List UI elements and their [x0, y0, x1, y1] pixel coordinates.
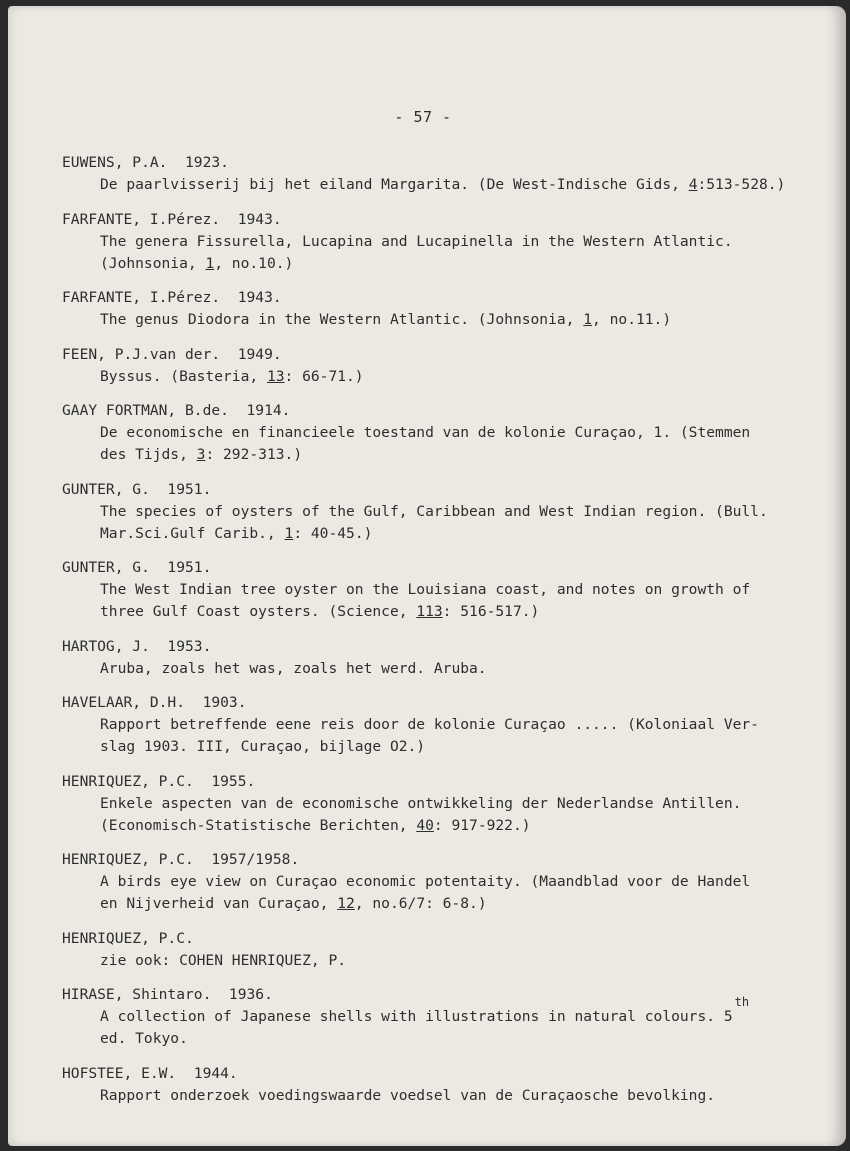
volume-number: 113 [416, 603, 443, 620]
citation-text: zie ook: COHEN HENRIQUEZ, P. [100, 951, 347, 969]
entry-citation-line [62, 501, 832, 523]
entry-citation-line [62, 658, 832, 680]
citation-text: : 292-313.) [205, 446, 303, 463]
citation-text: Byssus. (Basteria, [100, 367, 267, 385]
entry-citation-line [62, 253, 832, 275]
citation-text: The genera Fissurella, Lucapina and Lucapinella in the Western Atlantic. [100, 232, 733, 250]
citation-text: ed. Tokyo. [100, 1030, 188, 1047]
entry-author-year: HIRASE, Shintaro. 1936. [62, 986, 273, 1003]
citation-text: en Nijverheid van Curaçao, [100, 895, 338, 912]
citation-text: (Economisch-Statistische Berichten, [100, 816, 417, 834]
citation-text: Rapport betreffende eene reis door de kolonie Curaçao ..... (Koloniaal Ver- [100, 716, 759, 733]
entry-citation-line [62, 231, 832, 253]
citation-text: (Johnsonia, [100, 254, 206, 272]
entry-author-year: HAVELAAR, D.H. 1903. [62, 694, 247, 711]
citation-text: The West Indian tree oyster on the Louisiana coast, and notes on growth of [100, 581, 751, 598]
entry-citation-line [62, 893, 832, 915]
volume-number: 1 [205, 254, 215, 272]
entry-citation-line [62, 523, 832, 545]
citation-text: Enkele aspecten van de economische ontwikkeling der Nederlandse Antillen. [100, 794, 742, 812]
entry-citation-line [62, 1085, 832, 1107]
entry-author-year: HOFSTEE, E.W. 1944. [62, 1064, 238, 1082]
bibliography-entry [62, 771, 832, 837]
entry-citation-line [62, 366, 832, 388]
bibliography-list [62, 152, 832, 1119]
bibliography-entry [62, 287, 832, 331]
volume-number: 13 [266, 367, 285, 385]
citation-text: De economische en financieele toestand van de kolonie Curaçao, 1. (Stemmen [100, 424, 751, 441]
entry-author-year: HENRIQUEZ, P.C. [62, 929, 194, 947]
bibliography-entry [62, 928, 832, 972]
bibliography-entry [62, 849, 832, 915]
citation-text: : 40-45.) [293, 524, 373, 542]
bibliography-entry [62, 557, 832, 623]
volume-number: 12 [337, 895, 355, 912]
edition-superscript: th [734, 995, 750, 1009]
citation-text: : 66-71.) [284, 367, 364, 385]
entry-author-year: FARFANTE, I.Pérez. 1943. [62, 210, 282, 228]
bibliography-entry [62, 1063, 832, 1107]
entry-citation-line [62, 815, 832, 837]
citation-text: The genus Diodora in the Western Atlantic. (Johnsonia, [100, 311, 584, 328]
citation-text: , no.10.) [214, 254, 294, 272]
citation-text: A collection of Japanese shells with illustrations in natural colours. 5 [100, 1008, 733, 1025]
entry-author-year: GAAY FORTMAN, B.de. 1914. [62, 402, 291, 419]
entry-author-year: GUNTER, G. 1951. [62, 559, 212, 576]
entry-author-year: FARFANTE, I.Pérez. 1943. [62, 289, 282, 306]
entry-citation-line [62, 174, 832, 196]
entry-citation-line [62, 579, 832, 601]
entry-author-year: FEEN, P.J.van der. 1949. [62, 345, 282, 363]
citation-text: A birds eye view on Curaçao economic potentaity. (Maandblad voor de Handel [100, 873, 751, 890]
entry-citation-line [62, 309, 832, 331]
volume-number: 1 [583, 311, 593, 328]
bibliography-entry [62, 344, 832, 388]
bibliography-entry [62, 479, 832, 545]
citation-text: , no.11.) [592, 311, 672, 328]
citation-text: slag 1903. III, Curaçao, bijlage O2.) [100, 738, 426, 755]
volume-number: 1 [284, 524, 294, 542]
entry-citation-line [62, 444, 832, 466]
entry-citation-line [62, 736, 832, 758]
entry-citation-line [62, 950, 832, 972]
volume-number: 40 [416, 816, 434, 834]
citation-text: :513-528.) [697, 176, 786, 193]
page-number: - 57 - [394, 108, 452, 126]
entry-citation-line [62, 871, 832, 893]
bibliography-entry [62, 984, 832, 1050]
citation-text: three Gulf Coast oysters. (Science, [100, 603, 417, 620]
entry-citation-line [62, 793, 832, 815]
citation-text: Rapport onderzoek voedingswaarde voedsel van de Curaçaosche bevolking. [100, 1086, 716, 1104]
entry-citation-line [62, 714, 832, 736]
citation-text: Mar.Sci.Gulf Carib., [100, 524, 285, 542]
bibliography-entry [62, 692, 832, 758]
citation-text: : 917-922.) [433, 816, 531, 834]
citation-text: The species of oysters of the Gulf, Caribbean and West Indian region. (Bull. [100, 502, 768, 520]
volume-number: 4 [688, 176, 698, 193]
citation-text: des Tijds, [100, 446, 197, 463]
entry-author-year: EUWENS, P.A. 1923. [62, 154, 229, 171]
bibliography-entry [62, 209, 832, 275]
entry-author-year: GUNTER, G. 1951. [62, 480, 212, 498]
entry-citation-line [62, 1028, 832, 1050]
document-page [8, 6, 846, 1146]
citation-text: Aruba, zoals het was, zoals het werd. Aruba. [100, 659, 487, 677]
entry-citation-line [62, 601, 832, 623]
citation-text: : 516-517.) [442, 603, 540, 620]
entry-author-year: HENRIQUEZ, P.C. 1957/1958. [62, 851, 300, 868]
volume-number: 3 [196, 446, 206, 463]
bibliography-entry [62, 152, 832, 196]
entry-citation-line [62, 995, 832, 1028]
citation-text: De paarlvisserij bij het eiland Margarita. (De West-Indische Gids, [100, 176, 689, 193]
bibliography-entry [62, 636, 832, 680]
entry-author-year: HARTOG, J. 1953. [62, 637, 212, 655]
citation-text: , no.6/7: 6-8.) [354, 895, 487, 912]
entry-author-year: HENRIQUEZ, P.C. 1955. [62, 772, 256, 790]
entry-citation-line [62, 422, 832, 444]
bibliography-entry [62, 400, 832, 466]
